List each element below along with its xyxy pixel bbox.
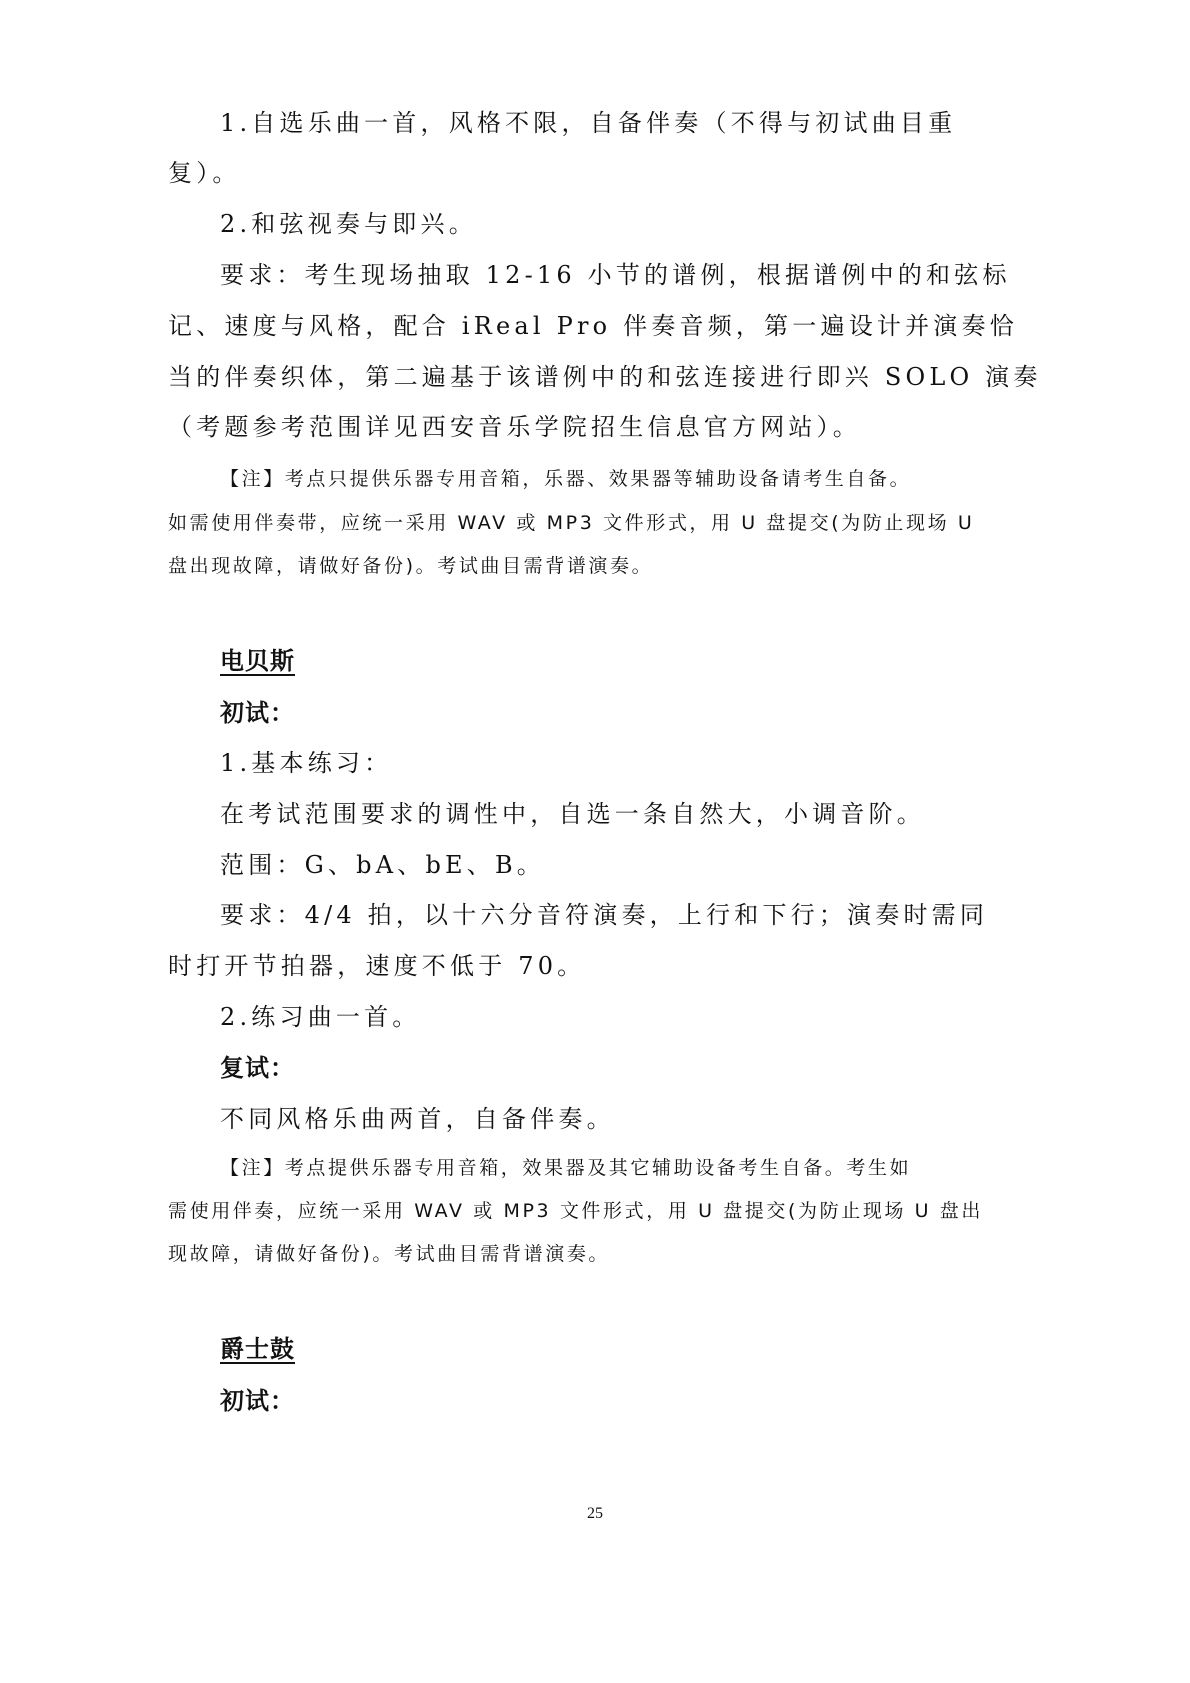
- text-line: 当的伴奏织体，第二遍基于该谱例中的和弦连接进行即兴 SOLO 演奏: [168, 363, 1042, 391]
- text-line: 需使用伴奏，应统一采用 WAV 或 MP3 文件形式，用 U 盘提交(为防止现场 U 盘出: [168, 1200, 984, 1222]
- text-line: （考题参考范围详见西安音乐学院招生信息官方网站）。: [168, 413, 861, 441]
- instruction-item-2: 2.和弦视奏与即兴。: [220, 210, 477, 238]
- section-title-electric-bass: 电贝斯: [220, 647, 295, 675]
- text-line: 2.练习曲一首。: [220, 1003, 421, 1031]
- prelim-label: 初试：: [220, 699, 295, 727]
- text-line: 范围：G、bA、bE、B。: [220, 851, 545, 879]
- text-line: 时打开节拍器，速度不低于 70。: [168, 952, 586, 980]
- text-line: 【注】考点只提供乐器专用音箱，乐器、效果器等辅助设备请考生自备。: [220, 468, 912, 490]
- text-line: 1.基本练习：: [220, 749, 393, 777]
- text-line: 现故障，请做好备份)。考试曲目需背谱演奏。: [168, 1243, 611, 1265]
- retest-content: 不同风格乐曲两首，自备伴奏。: [220, 1105, 615, 1133]
- text-line: 记、速度与风格，配合 iReal Pro 伴奏音频，第一遍设计并演奏恰: [168, 312, 1018, 340]
- jazz-prelim-label: 初试：: [220, 1387, 295, 1415]
- page-number: 25: [587, 1505, 603, 1522]
- section-title-jazz-drums: 爵士鼓: [220, 1335, 295, 1363]
- text-line: 1.自选乐曲一首，风格不限，自备伴奏（不得与初试曲目重: [220, 109, 957, 137]
- text-line: 要求：4/4 拍，以十六分音符演奏，上行和下行；演奏时需同: [220, 901, 989, 929]
- text-line: 在考试范围要求的调性中，自选一条自然大，小调音阶。: [220, 800, 925, 828]
- text-line: 盘出现故障，请做好备份)。考试曲目需背谱演奏。: [168, 555, 654, 577]
- text-line: 如需使用伴奏带，应统一采用 WAV 或 MP3 文件形式，用 U 盘提交(为防止现场 U: [168, 512, 975, 534]
- retest-label: 复试：: [220, 1054, 295, 1082]
- text-line: 【注】考点提供乐器专用音箱，效果器及其它辅助设备考生自备。考生如: [220, 1157, 912, 1179]
- text-line: 要求：考生现场抽取 12-16 小节的谱例，根据谱例中的和弦标: [220, 261, 1011, 289]
- text-line: 复）。: [168, 159, 241, 187]
